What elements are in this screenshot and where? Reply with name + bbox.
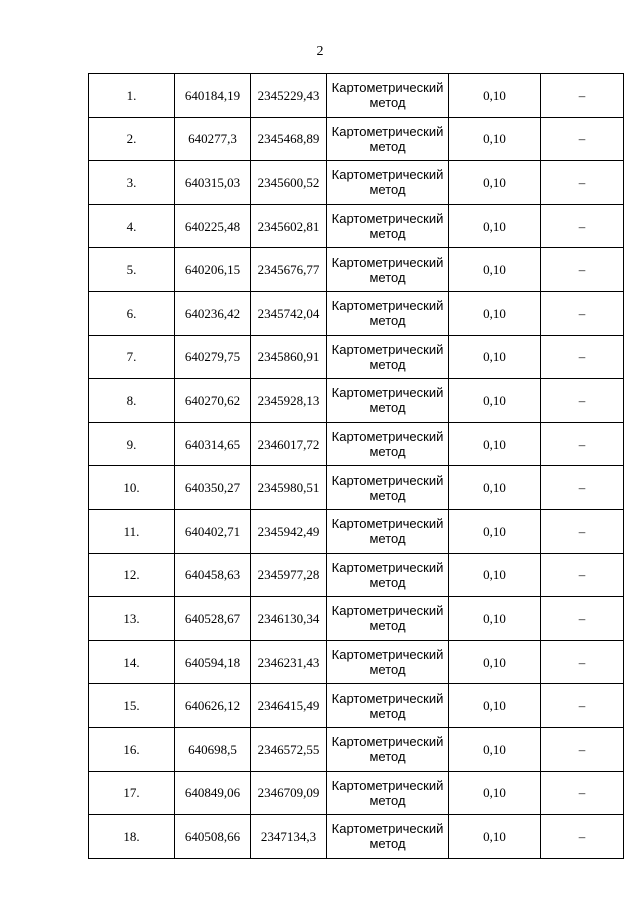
method-cell: Картометрический метод — [327, 597, 449, 641]
method-cell: Картометрический метод — [327, 509, 449, 553]
table-row — [89, 379, 624, 423]
accuracy-cell: 0,10 — [449, 597, 541, 641]
method-cell: Картометрический метод — [327, 727, 449, 771]
note-cell: – — [541, 553, 624, 597]
y-coordinate-cell: 2346017,72 — [251, 422, 327, 466]
method-cell: Картометрический метод — [327, 335, 449, 379]
x-coordinate-cell: 640270,62 — [175, 379, 251, 423]
y-coordinate-cell: 2345860,91 — [251, 335, 327, 379]
method-cell: Картометрический метод — [327, 771, 449, 815]
accuracy-cell: 0,10 — [449, 161, 541, 205]
point-number-cell: 1. — [89, 74, 175, 118]
method-cell: Картометрический метод — [327, 684, 449, 728]
method-cell: Картометрический метод — [327, 161, 449, 205]
x-coordinate-cell: 640698,5 — [175, 727, 251, 771]
note-cell: – — [541, 335, 624, 379]
y-coordinate-cell: 2346572,55 — [251, 727, 327, 771]
table-row — [89, 74, 624, 118]
x-coordinate-cell: 640626,12 — [175, 684, 251, 728]
table-row — [89, 553, 624, 597]
accuracy-cell: 0,10 — [449, 379, 541, 423]
note-cell: – — [541, 684, 624, 728]
x-coordinate-cell: 640402,71 — [175, 509, 251, 553]
table-row — [89, 291, 624, 335]
accuracy-cell: 0,10 — [449, 422, 541, 466]
point-number-cell: 7. — [89, 335, 175, 379]
note-cell: – — [541, 466, 624, 510]
table-row — [89, 466, 624, 510]
point-number-cell: 14. — [89, 640, 175, 684]
method-cell: Картометрический метод — [327, 815, 449, 859]
note-cell: – — [541, 291, 624, 335]
y-coordinate-cell: 2346415,49 — [251, 684, 327, 728]
table-row — [89, 204, 624, 248]
accuracy-cell: 0,10 — [449, 684, 541, 728]
y-coordinate-cell: 2345602,81 — [251, 204, 327, 248]
method-cell: Картометрический метод — [327, 379, 449, 423]
accuracy-cell: 0,10 — [449, 509, 541, 553]
y-coordinate-cell: 2346231,43 — [251, 640, 327, 684]
table-row — [89, 815, 624, 859]
point-number-cell: 6. — [89, 291, 175, 335]
accuracy-cell: 0,10 — [449, 335, 541, 379]
point-number-cell: 10. — [89, 466, 175, 510]
x-coordinate-cell: 640594,18 — [175, 640, 251, 684]
method-cell: Картометрический метод — [327, 74, 449, 118]
y-coordinate-cell: 2345977,28 — [251, 553, 327, 597]
table-row — [89, 335, 624, 379]
method-cell: Картометрический метод — [327, 553, 449, 597]
note-cell: – — [541, 117, 624, 161]
note-cell: – — [541, 640, 624, 684]
method-cell: Картометрический метод — [327, 466, 449, 510]
x-coordinate-cell: 640350,27 — [175, 466, 251, 510]
point-number-cell: 9. — [89, 422, 175, 466]
note-cell: – — [541, 422, 624, 466]
x-coordinate-cell: 640314,65 — [175, 422, 251, 466]
y-coordinate-cell: 2345676,77 — [251, 248, 327, 292]
accuracy-cell: 0,10 — [449, 815, 541, 859]
accuracy-cell: 0,10 — [449, 291, 541, 335]
note-cell: – — [541, 248, 624, 292]
accuracy-cell: 0,10 — [449, 74, 541, 118]
note-cell: – — [541, 509, 624, 553]
accuracy-cell: 0,10 — [449, 640, 541, 684]
method-cell: Картометрический метод — [327, 204, 449, 248]
table-row — [89, 248, 624, 292]
y-coordinate-cell: 2346709,09 — [251, 771, 327, 815]
point-number-cell: 16. — [89, 727, 175, 771]
table-row — [89, 161, 624, 205]
y-coordinate-cell: 2345229,43 — [251, 74, 327, 118]
point-number-cell: 2. — [89, 117, 175, 161]
point-number-cell: 15. — [89, 684, 175, 728]
point-number-cell: 18. — [89, 815, 175, 859]
note-cell: – — [541, 161, 624, 205]
note-cell: – — [541, 815, 624, 859]
y-coordinate-cell: 2345742,04 — [251, 291, 327, 335]
x-coordinate-cell: 640236,42 — [175, 291, 251, 335]
point-number-cell: 3. — [89, 161, 175, 205]
x-coordinate-cell: 640315,03 — [175, 161, 251, 205]
page-number: 2 — [316, 44, 324, 59]
note-cell: – — [541, 727, 624, 771]
method-cell: Картометрический метод — [327, 640, 449, 684]
accuracy-cell: 0,10 — [449, 204, 541, 248]
method-cell: Картометрический метод — [327, 291, 449, 335]
accuracy-cell: 0,10 — [449, 248, 541, 292]
coordinates-table — [88, 73, 624, 859]
table-row — [89, 684, 624, 728]
y-coordinate-cell: 2345600,52 — [251, 161, 327, 205]
y-coordinate-cell: 2345980,51 — [251, 466, 327, 510]
y-coordinate-cell: 2346130,34 — [251, 597, 327, 641]
note-cell: – — [541, 74, 624, 118]
x-coordinate-cell: 640279,75 — [175, 335, 251, 379]
method-cell: Картометрический метод — [327, 422, 449, 466]
y-coordinate-cell: 2345942,49 — [251, 509, 327, 553]
x-coordinate-cell: 640206,15 — [175, 248, 251, 292]
point-number-cell: 8. — [89, 379, 175, 423]
table-row — [89, 509, 624, 553]
coordinates-table-body — [89, 74, 624, 859]
x-coordinate-cell: 640277,3 — [175, 117, 251, 161]
y-coordinate-cell: 2345468,89 — [251, 117, 327, 161]
y-coordinate-cell: 2345928,13 — [251, 379, 327, 423]
table-row — [89, 771, 624, 815]
accuracy-cell: 0,10 — [449, 553, 541, 597]
x-coordinate-cell: 640184,19 — [175, 74, 251, 118]
table-row — [89, 640, 624, 684]
table-row — [89, 422, 624, 466]
accuracy-cell: 0,10 — [449, 771, 541, 815]
method-cell: Картометрический метод — [327, 117, 449, 161]
method-cell: Картометрический метод — [327, 248, 449, 292]
note-cell: – — [541, 771, 624, 815]
table-row — [89, 727, 624, 771]
x-coordinate-cell: 640458,63 — [175, 553, 251, 597]
table-row — [89, 597, 624, 641]
point-number-cell: 5. — [89, 248, 175, 292]
x-coordinate-cell: 640225,48 — [175, 204, 251, 248]
y-coordinate-cell: 2347134,3 — [251, 815, 327, 859]
point-number-cell: 12. — [89, 553, 175, 597]
x-coordinate-cell: 640528,67 — [175, 597, 251, 641]
accuracy-cell: 0,10 — [449, 727, 541, 771]
point-number-cell: 4. — [89, 204, 175, 248]
x-coordinate-cell: 640849,06 — [175, 771, 251, 815]
point-number-cell: 11. — [89, 509, 175, 553]
note-cell: – — [541, 597, 624, 641]
note-cell: – — [541, 379, 624, 423]
table-row — [89, 117, 624, 161]
point-number-cell: 13. — [89, 597, 175, 641]
accuracy-cell: 0,10 — [449, 117, 541, 161]
note-cell: – — [541, 204, 624, 248]
point-number-cell: 17. — [89, 771, 175, 815]
x-coordinate-cell: 640508,66 — [175, 815, 251, 859]
accuracy-cell: 0,10 — [449, 466, 541, 510]
